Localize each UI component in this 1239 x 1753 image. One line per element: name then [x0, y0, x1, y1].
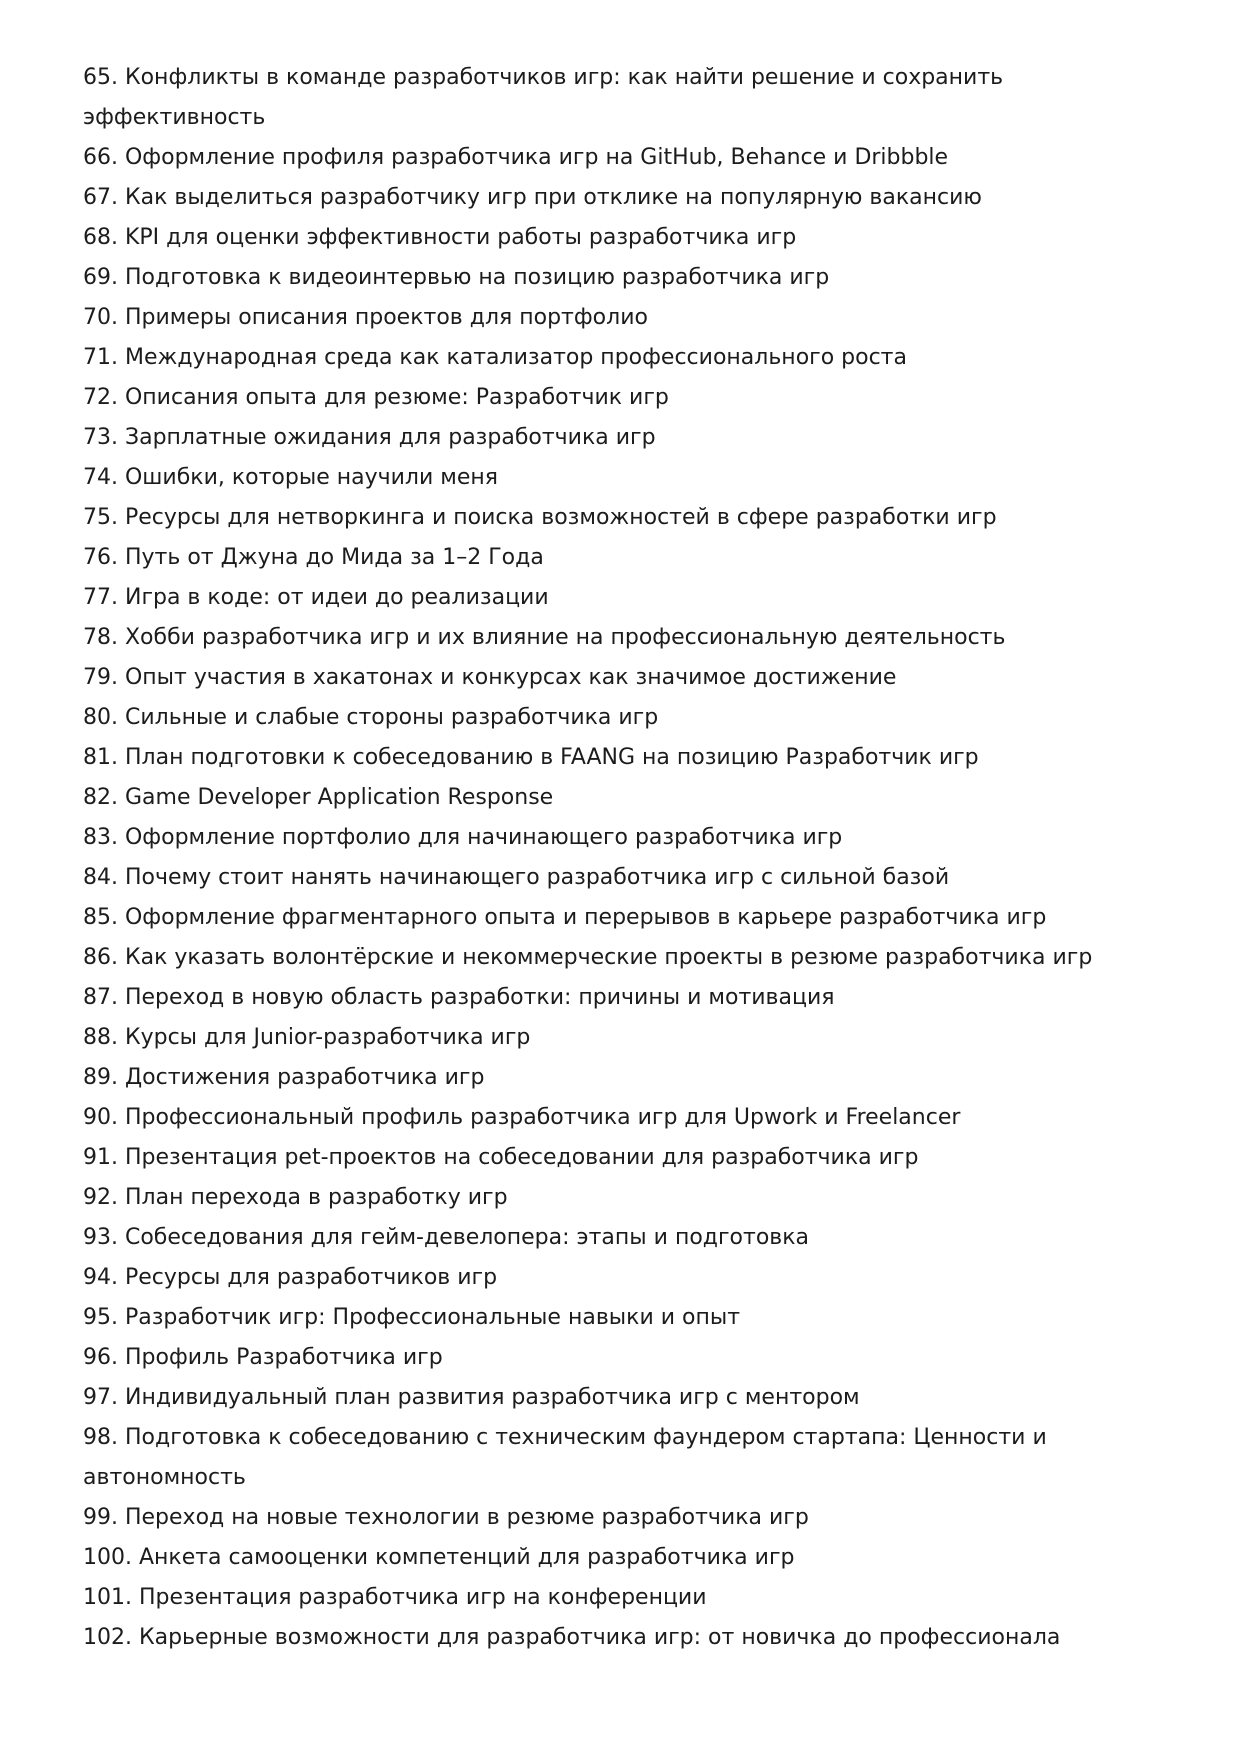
topic-item: 96. Профиль Разработчика игр — [83, 1345, 443, 1370]
topic-item: 100. Анкета самооценки компетенций для разработчика игр — [83, 1545, 795, 1570]
topic-item: 71. Международная среда как катализатор профессионального роста — [83, 345, 907, 370]
topic-item: 98. Подготовка к собеседованию с техническим фаундером стартапа: Ценности и автономность — [83, 1425, 1047, 1490]
topic-item: 74. Ошибки, которые научили меня — [83, 465, 499, 490]
topic-item: 91. Презентация pet-проектов на собеседовании для разработчика игр — [83, 1145, 919, 1170]
topic-item: 102. Карьерные возможности для разработчика игр: от новичка до профессионала — [83, 1625, 1061, 1650]
topic-list — [83, 58, 1099, 1658]
topic-item: 66. Оформление профиля разработчика игр на GitHub, Behance и Dribbble — [83, 145, 949, 170]
topic-item: 73. Зарплатные ожидания для разработчика игр — [83, 425, 656, 450]
topic-item: 77. Игра в коде: от идеи до реализации — [83, 585, 549, 610]
topic-item: 88. Курсы для Junior-разработчика игр — [83, 1025, 531, 1050]
topic-item: 76. Путь от Джуна до Мида за 1–2 Года — [83, 545, 544, 570]
topic-item: 97. Индивидуальный план развития разработчика игр с ментором — [83, 1385, 860, 1410]
topic-item: 89. Достижения разработчика игр — [83, 1065, 485, 1090]
topic-item: 68. KPI для оценки эффективности работы разработчика игр — [83, 225, 797, 250]
topic-item: 70. Примеры описания проектов для портфолио — [83, 305, 648, 330]
topic-item: 90. Профессиональный профиль разработчика игр для Upwork и Freelancer — [83, 1105, 961, 1130]
topic-item: 86. Как указать волонтёрские и некоммерческие проекты в резюме разработчика игр — [83, 945, 1093, 970]
topic-item: 87. Переход в новую область разработки: причины и мотивация — [83, 985, 835, 1010]
topic-item: 101. Презентация разработчика игр на конференции — [83, 1585, 707, 1610]
topic-item: 80. Сильные и слабые стороны разработчика игр — [83, 705, 659, 730]
topic-item: 78. Хобби разработчика игр и их влияние на профессиональную деятельность — [83, 625, 1006, 650]
topic-item: 81. План подготовки к собеседованию в FAANG на позицию Разработчик игр — [83, 745, 979, 770]
topic-item: 95. Разработчик игр: Профессиональные навыки и опыт — [83, 1305, 741, 1330]
topic-item: 83. Оформление портфолио для начинающего разработчика игр — [83, 825, 843, 850]
topic-item: 69. Подготовка к видеоинтервью на позицию разработчика игр — [83, 265, 830, 290]
topic-item: 92. План перехода в разработку игр — [83, 1185, 508, 1210]
topic-item: 67. Как выделиться разработчику игр при отклике на популярную вакансию — [83, 185, 982, 210]
topic-item: 99. Переход на новые технологии в резюме разработчика игр — [83, 1505, 809, 1530]
topic-item: 84. Почему стоит нанять начинающего разработчика игр с сильной базой — [83, 865, 950, 890]
topic-item: 93. Собеседования для гейм-девелопера: этапы и подготовка — [83, 1225, 810, 1250]
topic-item: 65. Конфликты в команде разработчиков игр: как найти решение и сохранить эффективность — [83, 65, 1004, 130]
topic-item: 79. Опыт участия в хакатонах и конкурсах как значимое достижение — [83, 665, 897, 690]
topic-item: 72. Описания опыта для резюме: Разработчик игр — [83, 385, 669, 410]
topic-item: 75. Ресурсы для нетворкинга и поиска возможностей в сфере разработки игр — [83, 505, 997, 530]
topic-item: 94. Ресурсы для разработчиков игр — [83, 1265, 498, 1290]
topic-item: 85. Оформление фрагментарного опыта и перерывов в карьере разработчика игр — [83, 905, 1047, 930]
topic-item: 82. Game Developer Application Response — [83, 785, 554, 810]
